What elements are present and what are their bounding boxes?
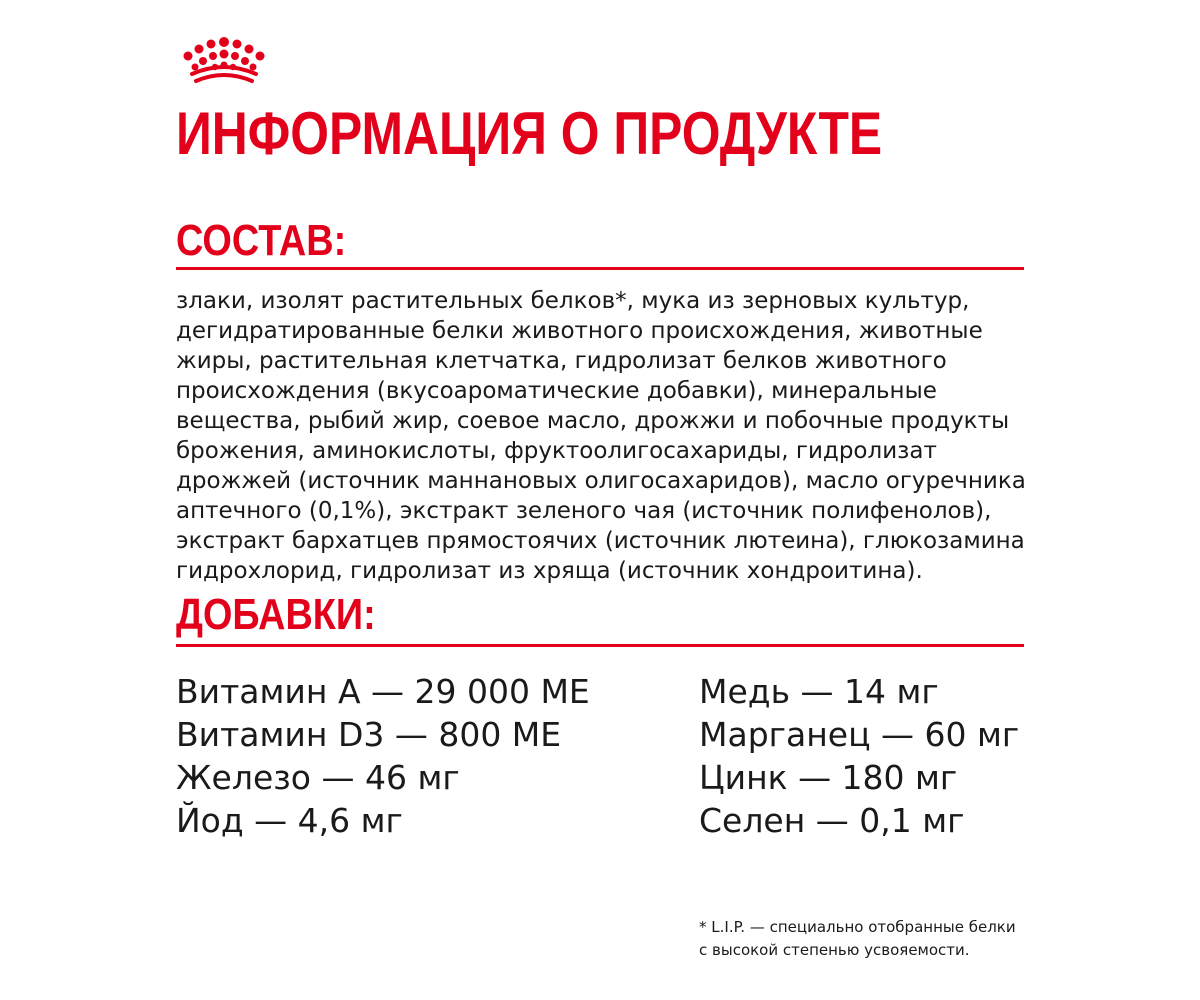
footnote-line: с высокой степенью усвояемости. — [699, 941, 970, 959]
page-title: ИНФОРМАЦИЯ О ПРОДУКТЕ — [176, 100, 883, 167]
composition-line: дегидратированные белки животного происхождения, животные — [176, 318, 983, 344]
composition-line: гидрохлорид, гидролизат из хряща (источник хондроитина). — [176, 558, 923, 584]
additives-divider — [176, 644, 1024, 647]
additive-item: Селен — 0,1 мг — [699, 801, 965, 840]
composition-divider — [176, 267, 1024, 270]
composition-line: вещества, рыбий жир, соевое масло, дрожжи и побочные продукты — [176, 408, 1010, 434]
composition-line: брожения, аминокислоты, фруктоолигосахариды, гидролизат — [176, 438, 937, 464]
composition-heading: СОСТАВ: — [176, 216, 347, 265]
additive-item: Марганец — 60 мг — [699, 715, 1020, 754]
additive-item: Витамин D3 — 800 МЕ — [176, 715, 562, 754]
footnote — [699, 916, 1016, 962]
additive-item: Йод — 4,6 мг — [176, 801, 403, 840]
composition-line: аптечного (0,1%), экстракт зеленого чая (источник полифенолов), — [176, 498, 992, 524]
additive-item: Железо — 46 мг — [176, 758, 460, 797]
composition-line: происхождения (вкусоароматические добавки), минеральные — [176, 378, 937, 404]
composition-text — [176, 286, 1046, 586]
additive-item: Витамин А — 29 000 МЕ — [176, 672, 590, 711]
crown-icon — [182, 36, 266, 84]
footnote-line: * L.I.P. — специально отобранные белки — [699, 918, 1016, 936]
composition-line: злаки, изолят растительных белков*, мука из зерновых культур, — [176, 288, 970, 314]
additives-list-left — [176, 670, 590, 842]
additives-list-right — [699, 670, 1019, 842]
composition-line: жиры, растительная клетчатка, гидролизат белков животного — [176, 348, 947, 374]
additive-item: Цинк — 180 мг — [699, 758, 958, 797]
additive-item: Медь — 14 мг — [699, 672, 939, 711]
composition-line: экстракт бархатцев прямостоячих (источник лютеина), глюкозамина — [176, 528, 1025, 554]
composition-line: дрожжей (источник маннановых олигосахаридов), масло огуречника — [176, 468, 1026, 494]
additives-heading: ДОБАВКИ: — [176, 590, 376, 639]
